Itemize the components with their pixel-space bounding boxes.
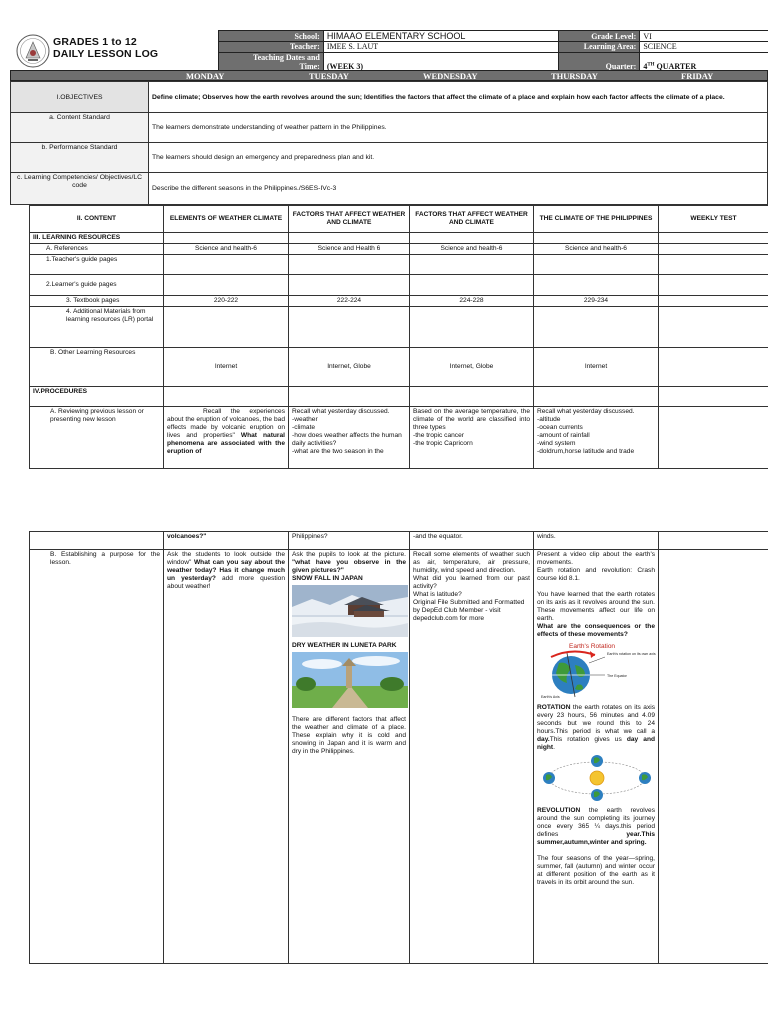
objectives-text: Define climate; Observes how the earth revolves around the sun; Identifies the factors that affect the climate of a place and explain how each factor affects the climate of a place. bbox=[149, 82, 768, 113]
revolution-text: the earth revolves around the sun completing its journey once every 365 ¼ days.this period defines bbox=[537, 807, 655, 838]
review-thursday-line: Recall what yesterday discussed. bbox=[537, 408, 635, 415]
rotation-paragraph: ROTATION the earth rotates on its axis every 23 hours, 56 minutes and 4.09 seconds but we round this to 24 hours.This period is what we call a day.This rotation gives us day and night. bbox=[537, 704, 656, 751]
other-resources-wednesday: Internet, Globe bbox=[410, 348, 534, 387]
area-value: SCIENCE bbox=[640, 42, 768, 53]
purpose-thursday-text: You have learned that the earth rotates on its axis as it revolves around the sun. These movements affect our life on earth. bbox=[537, 591, 655, 622]
rotation-term: ROTATION bbox=[537, 704, 571, 711]
school-label: School: bbox=[219, 31, 324, 42]
textbook-pages-thursday: 229-234 bbox=[534, 296, 659, 307]
purpose-label: B. Establishing a purpose for the lesson. bbox=[30, 550, 164, 964]
reference-wednesday: Science and health-6 bbox=[410, 244, 534, 255]
quarter-number: 4 bbox=[643, 61, 648, 71]
school-info-table bbox=[218, 30, 768, 72]
textbook-pages-monday: 220-222 bbox=[164, 296, 289, 307]
earth-revolution-diagram bbox=[537, 754, 657, 802]
rotation-diagram-title: Earth's Rotation bbox=[569, 643, 616, 650]
purpose-thursday bbox=[534, 550, 659, 964]
review-wednesday bbox=[410, 407, 534, 469]
review-thursday-line: -ocean currents bbox=[537, 424, 583, 431]
purpose-monday bbox=[164, 550, 289, 964]
content-monday: ELEMENTS OF WEATHER CLIMATE bbox=[164, 206, 289, 233]
review-monday-text: Recall the experiences about the eruption of volcanoes, the bad effects made by volcanic eruption on lives and properties" bbox=[167, 408, 285, 439]
purpose-wednesday-line: What did you learned from our past activity? bbox=[413, 575, 530, 590]
content-tuesday: FACTORS THAT AFFECT WEATHER AND CLIMATE bbox=[289, 206, 410, 233]
dates-label bbox=[219, 52, 324, 71]
snow-in-japan-photo bbox=[292, 585, 408, 637]
revolution-term: REVOLUTION bbox=[537, 807, 581, 814]
purpose-monday-question: What can you say about the weather today? Has it change much un yesterday? bbox=[167, 559, 285, 582]
week-value: (WEEK 3) bbox=[326, 61, 364, 71]
equator-label: The Equator bbox=[607, 674, 627, 678]
content-thursday: THE CLIMATE OF THE PHILIPPINES bbox=[534, 206, 659, 233]
objectives-table bbox=[10, 81, 768, 205]
axis-label: Earth's Axis bbox=[541, 695, 560, 699]
purpose-monday-note: add more question about weather! bbox=[167, 575, 285, 590]
lesson-grid-part-2 bbox=[29, 531, 768, 964]
title-line-1: GRADES 1 to 12 bbox=[53, 36, 137, 48]
review-tuesday-line: -weather bbox=[292, 416, 318, 423]
review-wednesday-text: Based on the average temperature, the climate of the world are classified into three types bbox=[413, 408, 530, 431]
day-monday: MONDAY bbox=[186, 71, 225, 81]
reference-monday: Science and health-6 bbox=[164, 244, 289, 255]
snow-caption: SNOW FALL IN JAPAN bbox=[292, 575, 363, 582]
purpose-thursday-question: What are the consequences or the effects of these movements? bbox=[537, 623, 655, 638]
content-friday: WEEKLY TEST bbox=[659, 206, 768, 233]
review-thursday-line: -doldrum,horse latitude and trade bbox=[537, 448, 635, 455]
textbook-pages-label: 3. Textbook pages bbox=[30, 296, 164, 307]
review-tuesday-line: -how does weather affects the human daily activities? bbox=[292, 432, 402, 447]
performance-standard-text: The learners should design an emergency and preparedness plan and kit. bbox=[149, 143, 768, 173]
quarter-value bbox=[640, 52, 768, 71]
purpose-tuesday bbox=[289, 550, 410, 964]
review-thursday-line: -wind system bbox=[537, 440, 576, 447]
purpose-thursday-video: Present a video clip about the earth's movements. bbox=[537, 551, 655, 566]
competencies-text: Describe the different seasons in the Philippines./S6ES-IVc-3 bbox=[149, 173, 768, 205]
lesson-grid-part-1 bbox=[29, 205, 768, 469]
procedures-label: IV.PROCEDURES bbox=[30, 387, 164, 407]
references-label: A. References bbox=[30, 244, 164, 255]
weekday-header-bar bbox=[10, 70, 768, 81]
content-standard-text: The learners demonstrate understanding of weather pattern in the Philippines. bbox=[149, 113, 768, 143]
purpose-tuesday-explanation: There are different factors that affect the weather and climate of a place. These explain why it is cold and snowing in Japan and it is warm and dry in the Philippines. bbox=[292, 716, 406, 755]
grade-value: VI bbox=[640, 31, 768, 42]
day-wednesday: WEDNESDAY bbox=[423, 71, 478, 81]
purpose-monday-text: Ask the students to look outside the window" bbox=[167, 551, 285, 566]
review-thursday-line: -altitude bbox=[537, 416, 561, 423]
review-monday-continued: volcanoes?" bbox=[164, 532, 289, 550]
school-value: HIMAAO ELEMENTARY SCHOOL bbox=[323, 31, 559, 42]
area-label: Learning Area: bbox=[559, 42, 640, 53]
seasons-paragraph: The four seasons of the year—spring, summer, fall (autumn) and winter occur at different position of the earth as it travels in its orbit around the sun. bbox=[537, 855, 655, 886]
quarter-suffix: TH bbox=[647, 61, 655, 67]
rotation-day-night: day and night bbox=[537, 736, 656, 751]
earth-rotation-diagram bbox=[537, 641, 657, 699]
review-wednesday-line: -the tropic cancer bbox=[413, 432, 464, 439]
review-tuesday bbox=[289, 407, 410, 469]
teacher-value: IMEE S. LAUT bbox=[323, 42, 559, 53]
day-thursday: THURSDAY bbox=[551, 71, 598, 81]
review-tuesday-line: -climate bbox=[292, 424, 316, 431]
additional-materials-label: 4. Additional Materials from learning resources (LR) portal bbox=[30, 307, 164, 348]
luneta-park-photo bbox=[292, 652, 408, 708]
review-tuesday-line: Recall what yesterday discussed. bbox=[292, 408, 390, 415]
reference-tuesday: Science and Health 6 bbox=[289, 244, 410, 255]
objectives-label: I.OBJECTIVES bbox=[11, 82, 149, 113]
purpose-wednesday-line: What is latitude? bbox=[413, 591, 462, 598]
review-thursday-line: -amount of rainfall bbox=[537, 432, 590, 439]
quarter-label: Quarter: bbox=[559, 52, 640, 71]
day-tuesday: TUESDAY bbox=[309, 71, 349, 81]
other-resources-tuesday: Internet, Globe bbox=[289, 348, 410, 387]
competencies-label: c. Learning Competencies/ Objectives/LC code bbox=[11, 173, 149, 205]
purpose-thursday-video-title: Earth rotation and revolution: Crash course kid 8.1. bbox=[537, 567, 655, 582]
rotation-label: Earth's rotation on its own axis bbox=[607, 652, 656, 656]
dates-label-line-1: Teaching Dates and bbox=[253, 52, 320, 62]
other-resources-monday: Internet bbox=[164, 348, 289, 387]
purpose-wednesday-text: Recall some elements of weather such as air, temperature, air pressure, humidity, wind speed and direction. bbox=[413, 551, 530, 574]
review-tuesday-continued: Philippines? bbox=[289, 532, 410, 550]
content-wednesday: FACTORS THAT AFFECT WEATHER AND CLIMATE bbox=[410, 206, 534, 233]
review-tuesday-line: -what are the two season in the bbox=[292, 448, 384, 455]
review-thursday bbox=[534, 407, 659, 469]
document-title bbox=[53, 36, 158, 60]
dates-value bbox=[323, 52, 559, 71]
revolution-paragraph bbox=[537, 807, 655, 847]
rotation-day: day. bbox=[537, 736, 550, 743]
reference-thursday: Science and health-6 bbox=[534, 244, 659, 255]
rotation-text: the earth rotates on its axis every 23 hours, 56 minutes and 4.09 seconds but we round this to 24 hours.This period is what we call a bbox=[537, 704, 655, 735]
day-friday: FRIDAY bbox=[681, 71, 714, 81]
content-label: II. CONTENT bbox=[30, 206, 164, 233]
other-resources-label: B. Other Learning Resources bbox=[30, 348, 164, 387]
teachers-guide-label: 1.Teacher's guide pages bbox=[30, 255, 164, 275]
dry-caption: DRY WEATHER IN LUNETA PARK bbox=[292, 642, 397, 649]
content-standard-label: a. Content Standard bbox=[11, 113, 149, 143]
textbook-pages-wednesday: 224-228 bbox=[410, 296, 534, 307]
teacher-label: Teacher: bbox=[219, 42, 324, 53]
review-monday bbox=[164, 407, 289, 469]
review-lesson-label: A. Reviewing previous lesson or presenting new lesson bbox=[30, 407, 164, 469]
deped-seal-icon bbox=[16, 34, 50, 68]
review-monday-question: What natural phenomena are associated with the eruption of bbox=[167, 432, 285, 455]
purpose-tuesday-text: Ask the pupils to look at the picture. bbox=[292, 551, 406, 558]
purpose-tuesday-question: "what have you observe in the given pictures?" bbox=[292, 559, 406, 574]
rotation-text-2: This rotation gives us bbox=[549, 736, 627, 743]
revolution-seasons: This summer,autumn,winter and spring. bbox=[537, 831, 655, 846]
other-resources-thursday: Internet bbox=[534, 348, 659, 387]
learning-resources-label: III. LEARNING RESOURCES bbox=[30, 233, 164, 244]
textbook-pages-tuesday: 222-224 bbox=[289, 296, 410, 307]
revolution-year: year. bbox=[626, 831, 642, 838]
purpose-wednesday-line: Original File Submitted and Formatted by DepEd Club Member - visit depedclub.com for more bbox=[413, 599, 525, 622]
title-line-2: DAILY LESSON LOG bbox=[53, 48, 159, 60]
dates-label-line-2: Time: bbox=[299, 61, 320, 71]
review-thursday-continued: winds. bbox=[534, 532, 659, 550]
review-wednesday-line: -the tropic Capricorn bbox=[413, 440, 473, 447]
performance-standard-label: b. Performance Standard bbox=[11, 143, 149, 173]
grade-label: Grade Level: bbox=[559, 31, 640, 42]
learners-guide-label: 2.Learner's guide pages bbox=[30, 275, 164, 296]
quarter-word: QUARTER bbox=[654, 61, 697, 71]
purpose-wednesday bbox=[410, 550, 534, 964]
review-wednesday-continued: -and the equator. bbox=[410, 532, 534, 550]
